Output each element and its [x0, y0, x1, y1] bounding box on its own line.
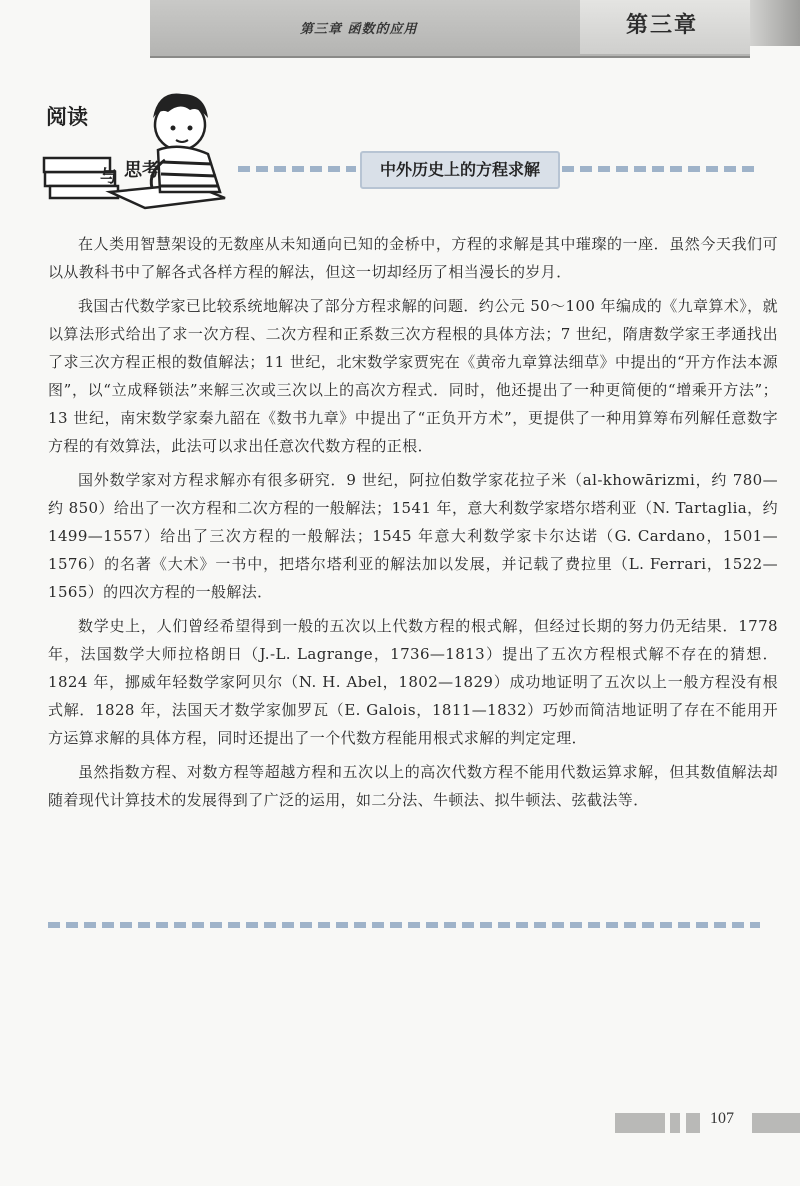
paragraph: 在人类用智慧架设的无数座从未知通向已知的金桥中，方程的求解是其中璀璨的一座．虽然今天我们可以从教科书中了解各式各样方程的解法，但这一切却经历了相当漫长的岁月． [48, 235, 778, 281]
logo-text-think: 思考 [124, 160, 160, 181]
chapter-tab [580, 0, 750, 54]
header-edge [750, 0, 800, 46]
title-dash-left [238, 166, 356, 172]
article-body [48, 230, 778, 820]
paragraph: 虽然指数方程、对数方程等超越方程和五次以上的高次代数方程不能用代数运算求解，但其数值解法却随着现代计算技术的发展得到了广泛的运用，如二分法、牛顿法、拟牛顿法、弦截法等． [48, 763, 778, 809]
reading-thinking-logo [40, 80, 240, 215]
page-number: 107 [710, 1110, 734, 1127]
logo-text-read: 阅读 [46, 104, 88, 129]
section-title: 中外历史上的方程求解 [360, 151, 560, 189]
title-dash-right [562, 166, 760, 172]
footer-bar-block [615, 1113, 665, 1133]
chapter-path: 第三章 函数的应用 [300, 22, 418, 37]
chapter-tab-label: 第三章 [626, 13, 699, 38]
logo-text-and: 与 [100, 167, 117, 187]
footer-bar-block [752, 1113, 800, 1133]
paragraph: 我国古代数学家已比较系统地解决了部分方程求解的问题．约公元 50～100 年编成的《九章算术》，就以算法形式给出了求一次方程、二次方程和正系数三次方程根的具体方法；7 世纪，隋唐数学家王孝通找出了求三次方程正根的数值解法；11 世纪，北宋数学家贾宪在《黄帝九章算法细草》中提出的“开方作法本源图”，以“立成释锁法”来解三次或三次以上的高次方程式．同时，他还提出了一种更简便的“增乘开方法”；13 世纪，南宋数学家秦九韶在《数书九章》中提出了“正负开方术”，更提供了一种用算筹布列解任意数字方程的有效算法，此法可以求出任意次代数方程的正根． [48, 297, 778, 455]
footer-bar-block [686, 1113, 700, 1133]
closing-dash-rule [48, 922, 760, 928]
footer-bar-block [670, 1113, 680, 1133]
paragraph: 国外数学家对方程求解亦有很多研究．9 世纪，阿拉伯数学家花拉子米（al-khowārizmi，约 780—约 850）给出了一次方程和二次方程的一般解法；1541 年，意大利数学家塔尔塔利亚（N. Tartaglia，约 1499—1557）给出了三次方程的一般解法；1545 年意大利数学家卡尔达诺（G. Cardano，1501—1576）的名著《大术》一书中，把塔尔塔利亚的解法加以发展，并记载了费拉里（L. Ferrari，1522—1565）的四次方程的一般解法． [48, 471, 778, 601]
paragraph: 数学史上，人们曾经希望得到一般的五次以上代数方程的根式解，但经过长期的努力仍无结果．1778 年，法国数学大师拉格朗日（J.-L. Lagrange，1736—1813）提出了五次方程根式解不存在的猜想．1824 年，挪威年轻数学家阿贝尔（N. H. Abel，1802—1829）成功地证明了五次以上一般方程没有根式解．1828 年，法国天才数学家伽罗瓦（E. Galois，1811—1832）巧妙而简洁地证明了存在不能用开方运算求解的具体方程，同时还提出了一个代数方程能用根式求解的判定定理． [48, 617, 778, 747]
